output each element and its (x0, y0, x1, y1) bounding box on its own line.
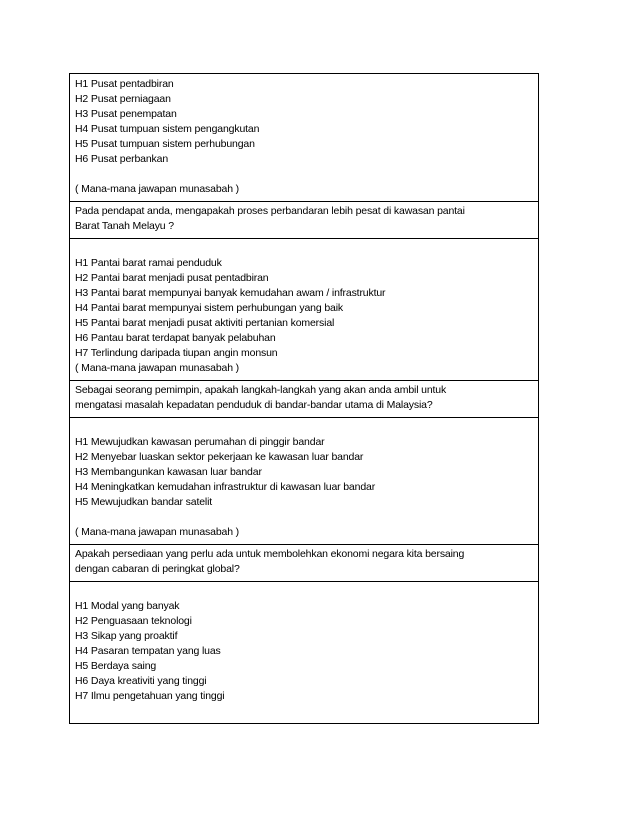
answer-line: H7 Ilmu pengetahuan yang tinggi (75, 690, 225, 702)
answer-line: H6 Pantau barat terdapat banyak pelabuhan (75, 332, 276, 344)
answer-line: H5 Berdaya saing (75, 660, 157, 672)
answer-line: H2 Menyebar luaskan sektor pekerjaan ke kawasan luar bandar (75, 451, 364, 463)
answer-line: H3 Membangunkan kawasan luar bandar (75, 466, 262, 478)
answer-line: H3 Sikap yang proaktif (75, 630, 178, 642)
blank-line (75, 167, 533, 182)
answer-cell-1 (70, 74, 538, 201)
answer-line: H4 Pasaran tempatan yang luas (75, 645, 221, 657)
answer-line: H2 Penguasaan teknologi (75, 615, 192, 627)
answer-line: H5 Mewujudkan bandar satelit (75, 496, 213, 508)
answer-table (69, 73, 539, 724)
answer-cell-2 (70, 238, 538, 380)
blank-line (75, 241, 533, 256)
question-line: Apakah persediaan yang perlu ada untuk membolehkan ekonomi negara kita bersaing (75, 548, 465, 560)
blank-line (75, 584, 533, 599)
question-line: Barat Tanah Melayu ? (75, 220, 174, 232)
question-cell-2 (70, 380, 538, 417)
answer-line: H7 Terlindung daripada tiupan angin monsun (75, 347, 278, 359)
question-line: Pada pendapat anda, mengapakah proses perbandaran lebih pesat di kawasan pantai (75, 205, 465, 217)
answer-line: H1 Pusat pentadbiran (75, 78, 174, 90)
answer-note: ( Mana-mana jawapan munasabah ) (75, 183, 240, 195)
question-line: Sebagai seorang pemimpin, apakah langkah-langkah yang akan anda ambil untuk (75, 384, 447, 396)
answer-line: H5 Pantai barat menjadi pusat aktiviti pertanian komersial (75, 317, 335, 329)
answer-cell-4 (70, 581, 538, 723)
answer-cell-3 (70, 417, 538, 544)
blank-line (75, 704, 533, 719)
question-line: mengatasi masalah kepadatan penduduk di bandar-bandar utama di Malaysia? (75, 399, 433, 411)
answer-line: H3 Pusat penempatan (75, 108, 177, 120)
answer-line: H6 Pusat perbankan (75, 153, 169, 165)
answer-line: H1 Modal yang banyak (75, 600, 180, 612)
answer-line: H2 Pusat perniagaan (75, 93, 171, 105)
answer-line: H5 Pusat tumpuan sistem perhubungan (75, 138, 255, 150)
question-cell-1 (70, 201, 538, 238)
answer-line: H4 Pusat tumpuan sistem pengangkutan (75, 123, 260, 135)
answer-line: H3 Pantai barat mempunyai banyak kemudahan awam / infrastruktur (75, 287, 386, 299)
answer-line: H4 Meningkatkan kemudahan infrastruktur di kawasan luar bandar (75, 481, 376, 493)
answer-line: H2 Pantai barat menjadi pusat pentadbiran (75, 272, 269, 284)
answer-line: H1 Pantai barat ramai penduduk (75, 257, 222, 269)
answer-note: ( Mana-mana jawapan munasabah ) (75, 526, 240, 538)
question-line: dengan cabaran di peringkat global? (75, 563, 240, 575)
blank-line (75, 420, 533, 435)
answer-line: H6 Daya kreativiti yang tinggi (75, 675, 207, 687)
answer-line: H4 Pantai barat mempunyai sistem perhubungan yang baik (75, 302, 343, 314)
answer-line: H1 Mewujudkan kawasan perumahan di pinggir bandar (75, 436, 325, 448)
question-cell-3 (70, 544, 538, 581)
blank-line (75, 510, 533, 525)
answer-note: ( Mana-mana jawapan munasabah ) (75, 362, 240, 374)
